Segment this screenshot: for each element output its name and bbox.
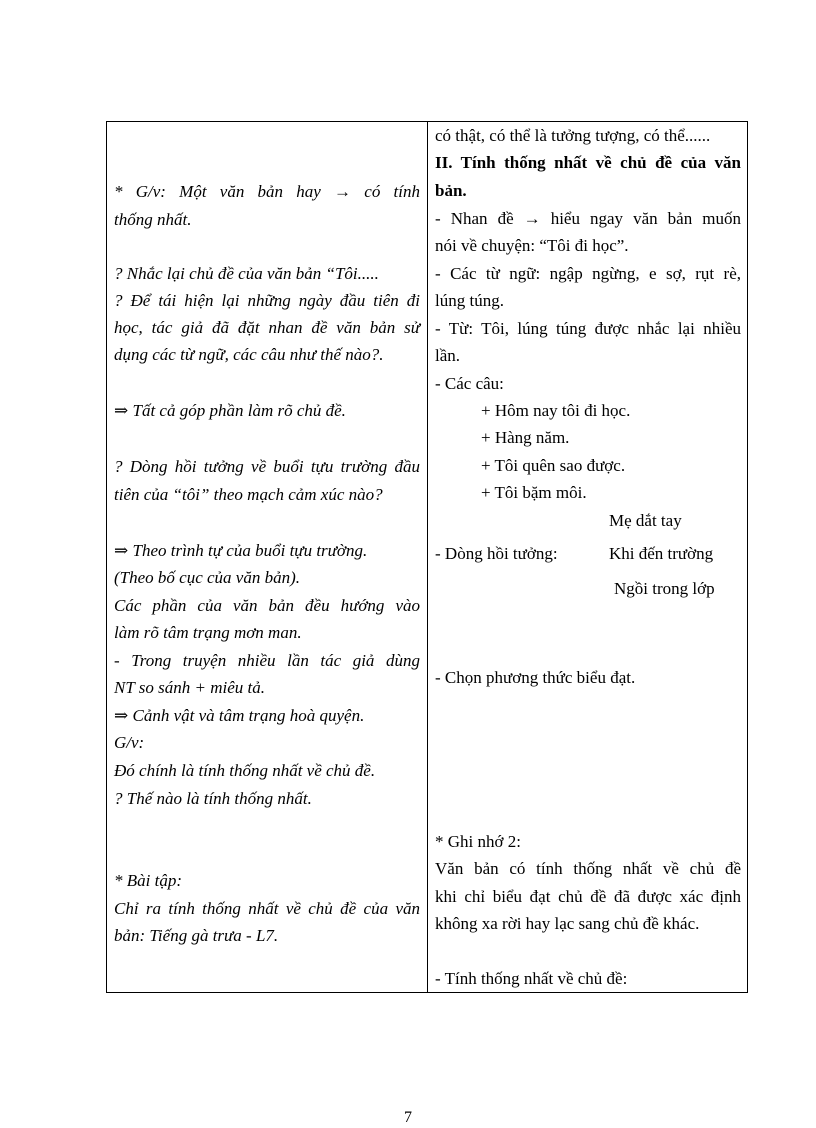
- column-divider: [427, 122, 428, 992]
- page-number: 7: [404, 1109, 412, 1126]
- left-line: làm rõ tâm trạng mơn man.: [114, 623, 302, 642]
- left-line: * Bài tập:: [114, 871, 182, 890]
- recall-item: Mẹ dắt tay: [609, 511, 682, 530]
- left-line: dụng các từ ngữ, các câu như thế nào?.: [114, 345, 384, 364]
- left-line: Chỉ ra tính thống nhất về chủ đề của văn: [114, 899, 420, 918]
- left-line: * G/v: Một văn bản hay → có tính: [114, 182, 420, 201]
- right-line: nói về chuyện: “Tôi đi học”.: [435, 236, 629, 255]
- right-line: - Tính thống nhất về chủ đề:: [435, 969, 628, 988]
- left-line: tiên của “tôi” theo mạch cảm xúc nào?: [114, 485, 383, 504]
- note-heading: * Ghi nhớ 2:: [435, 832, 521, 851]
- left-line: (Theo bố cục của văn bản).: [114, 568, 301, 587]
- left-line: ⇒ Theo trình tự của buổi tựu trường.: [114, 541, 368, 560]
- left-line: ⇒ Tất cả góp phần làm rõ chủ đề.: [114, 401, 346, 420]
- left-line: ? Nhắc lại chủ đề của văn bản “Tôi.....: [114, 264, 379, 283]
- list-item: + Hàng năm.: [481, 428, 570, 447]
- section-heading: bản.: [435, 181, 467, 200]
- right-line: - Các câu:: [435, 374, 504, 393]
- right-line: lần.: [435, 346, 461, 365]
- list-item: + Tôi quên sao được.: [481, 456, 626, 475]
- left-line: Các phần của văn bản đều hướng vào: [114, 596, 420, 615]
- recall-item: Ngồi trong lớp: [614, 579, 715, 598]
- left-line: - Trong truyện nhiều lần tác giả dùng: [114, 651, 420, 670]
- left-line: học, tác giả đã đặt nhan đề văn bản sử: [114, 318, 420, 337]
- left-line: bản: Tiếng gà trưa - L7.: [114, 926, 279, 945]
- lesson-table: [106, 121, 748, 993]
- left-line: ? Để tái hiện lại những ngày đầu tiên đi: [114, 291, 420, 310]
- left-line: Đó chính là tính thống nhất về chủ đề.: [114, 761, 376, 780]
- right-line: - Dòng hồi tưởng:: [435, 544, 558, 563]
- section-heading: II. Tính thống nhất về chủ đề của văn: [435, 153, 741, 172]
- right-line: lúng túng.: [435, 291, 504, 310]
- right-line: - Chọn phương thức biểu đạt.: [435, 668, 636, 687]
- left-line: ? Thế nào là tính thống nhất.: [114, 789, 312, 808]
- right-line: - Các từ ngữ: ngập ngừng, e sợ, rụt rè,: [435, 264, 741, 283]
- list-item: + Hôm nay tôi đi học.: [481, 401, 631, 420]
- left-line: ⇒ Cảnh vật và tâm trạng hoà quyện.: [114, 706, 365, 725]
- left-line: NT so sánh + miêu tả.: [114, 678, 265, 697]
- note-line: khi chỉ biểu đạt chủ đề đã được xác định: [435, 887, 741, 906]
- note-line: không xa rời hay lạc sang chủ đề khác.: [435, 914, 700, 933]
- recall-item: Khi đến trường: [609, 544, 714, 563]
- right-line: có thật, có thể là tưởng tượng, có thể......: [435, 126, 711, 145]
- left-line: thống nhất.: [114, 210, 192, 229]
- note-line: Văn bản có tính thống nhất về chủ đề: [435, 859, 741, 878]
- right-line: - Từ: Tôi, lúng túng được nhắc lại nhiều: [435, 319, 741, 338]
- list-item: + Tôi bặm môi.: [481, 483, 587, 502]
- left-line: G/v:: [114, 733, 145, 752]
- right-line: - Nhan đề → hiểu ngay văn bản muốn: [435, 209, 741, 228]
- left-line: ? Dòng hồi tưởng về buổi tựu trường đầu: [114, 457, 420, 476]
